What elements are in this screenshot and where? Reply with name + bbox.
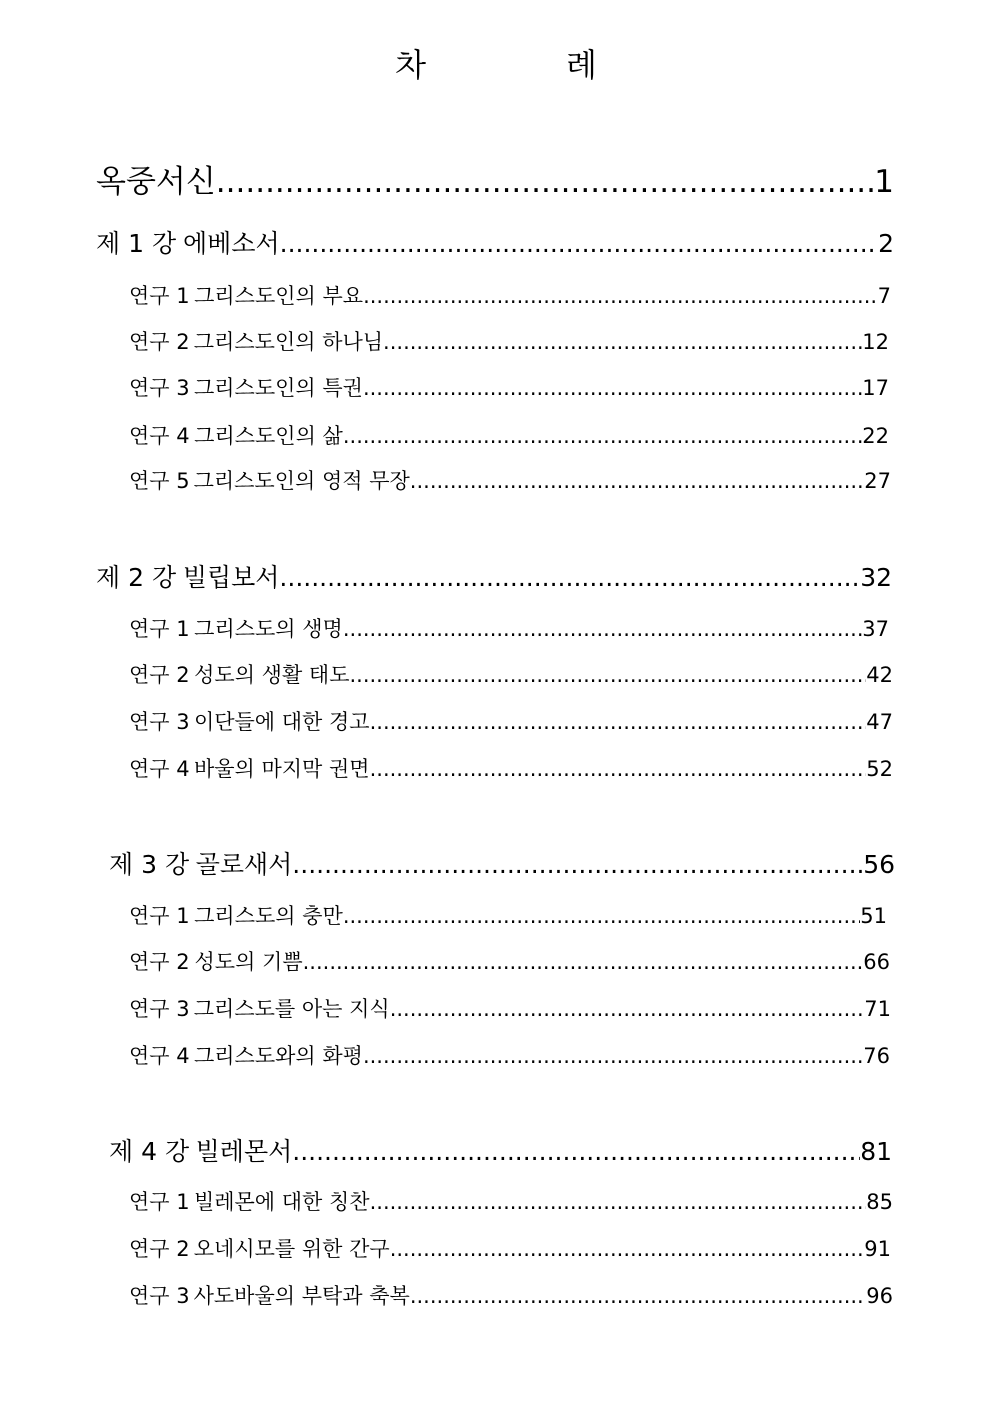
study-title: 그리스도인의 하나님 (193, 330, 384, 354)
toc-study[interactable] (129, 1040, 890, 1070)
lecture-name: 골로새서 (195, 850, 293, 879)
dot-leader (370, 1190, 867, 1214)
study-page: 47 (866, 710, 893, 734)
study-number: 연구 2 (129, 950, 190, 974)
study-page: 42 (866, 663, 893, 687)
toc-lecture[interactable] (96, 558, 892, 594)
study-page: 71 (864, 997, 891, 1021)
dot-leader (410, 469, 864, 493)
study-title: 그리스도와의 화평 (193, 1044, 363, 1068)
lecture-number: 제 2 강 (96, 563, 177, 592)
study-title: 오네시모를 위한 간구 (193, 1237, 390, 1261)
study-title: 그리스도인의 부요 (194, 284, 364, 308)
study-title: 빌레몬에 대한 칭찬 (193, 1190, 370, 1214)
dot-leader (370, 757, 867, 781)
dot-leader (410, 1284, 866, 1308)
study-title: 사도바울의 부탁과 축복 (193, 1284, 410, 1308)
toc-lecture[interactable] (109, 1132, 892, 1168)
dot-leader (370, 710, 867, 734)
study-page: 52 (866, 757, 893, 781)
study-page: 17 (862, 376, 889, 400)
study-number: 연구 3 (129, 1284, 190, 1308)
dot-leader (292, 1137, 860, 1166)
study-number: 연구 2 (129, 663, 190, 687)
dot-leader (390, 1237, 865, 1261)
study-page: 76 (863, 1044, 890, 1068)
toc-study[interactable] (129, 706, 893, 736)
lecture-name: 빌레몬서 (195, 1137, 293, 1166)
lecture-name: 에베소서 (183, 229, 280, 258)
page-title (0, 40, 992, 86)
dot-leader (216, 164, 874, 200)
lecture-number: 제 1 강 (96, 229, 177, 258)
dot-leader (390, 997, 865, 1021)
toc-study[interactable] (129, 420, 889, 450)
study-page: 22 (862, 424, 889, 448)
main-entry-page: 1 (874, 164, 894, 200)
dot-leader (303, 950, 864, 974)
main-entry-label: 옥중서신 (96, 164, 216, 200)
study-number: 연구 1 (129, 904, 190, 928)
toc-study[interactable] (129, 753, 893, 783)
study-title: 이단들에 대한 경고 (193, 710, 370, 734)
study-number: 연구 2 (129, 330, 190, 354)
study-page: 12 (862, 330, 889, 354)
dot-leader (363, 284, 878, 308)
toc-study[interactable] (129, 280, 891, 310)
toc-study[interactable] (129, 1233, 891, 1263)
dot-leader (343, 617, 862, 641)
study-title: 그리스도인의 영적 무장 (193, 469, 410, 493)
lecture-page: 81 (860, 1137, 892, 1166)
study-number: 연구 2 (129, 1237, 190, 1261)
toc-study[interactable] (129, 1186, 893, 1216)
dot-leader (279, 563, 860, 592)
lecture-page: 32 (860, 563, 892, 592)
dot-leader (343, 424, 862, 448)
toc-study[interactable] (129, 1280, 893, 1310)
study-number: 연구 1 (129, 284, 190, 308)
study-page: 27 (864, 469, 891, 493)
study-title: 성도의 생활 태도 (194, 663, 350, 687)
dot-leader (280, 229, 878, 258)
study-number: 연구 5 (129, 469, 190, 493)
toc-lecture[interactable] (96, 224, 894, 260)
lecture-number: 제 4 강 (109, 1137, 190, 1166)
dot-leader (292, 850, 863, 879)
toc-study[interactable] (129, 372, 889, 402)
study-title: 그리스도를 아는 지식 (193, 997, 390, 1021)
study-number: 연구 3 (129, 376, 190, 400)
toc-study[interactable] (129, 659, 893, 689)
study-page: 66 (863, 950, 890, 974)
toc-study[interactable] (129, 465, 891, 495)
toc-study[interactable] (129, 946, 890, 976)
dot-leader (363, 376, 862, 400)
toc-study[interactable] (129, 900, 887, 930)
study-number: 연구 4 (129, 757, 190, 781)
toc-study[interactable] (129, 613, 889, 643)
study-page: 96 (866, 1284, 893, 1308)
study-number: 연구 3 (129, 997, 190, 1021)
dot-leader (363, 1044, 863, 1068)
study-number: 연구 4 (129, 1044, 190, 1068)
dot-leader (383, 330, 862, 354)
dot-leader (343, 904, 860, 928)
dot-leader (349, 663, 866, 687)
study-title: 그리스도의 생명 (194, 617, 343, 641)
study-title: 바울의 마지막 권면 (193, 757, 370, 781)
study-number: 연구 1 (129, 617, 190, 641)
title-char-2: 례 (566, 46, 597, 84)
title-char-1: 차 (395, 46, 426, 84)
study-number: 연구 3 (129, 710, 190, 734)
study-title: 그리스도인의 특권 (193, 376, 363, 400)
study-page: 37 (862, 617, 889, 641)
study-title: 그리스도인의 삶 (194, 424, 343, 448)
study-number: 연구 4 (129, 424, 190, 448)
toc-main-entry[interactable] (96, 156, 894, 201)
toc-lecture[interactable] (109, 845, 895, 881)
toc-study[interactable] (129, 993, 891, 1023)
study-number: 연구 1 (129, 1190, 190, 1214)
study-page: 7 (877, 284, 891, 308)
study-title: 성도의 기쁨 (194, 950, 303, 974)
lecture-name: 빌립보서 (182, 563, 280, 592)
lecture-number: 제 3 강 (109, 850, 190, 879)
study-page: 85 (866, 1190, 893, 1214)
lecture-page: 56 (863, 850, 895, 879)
toc-study[interactable] (129, 326, 889, 356)
study-page: 91 (864, 1237, 891, 1261)
study-title: 그리스도의 충만 (194, 904, 343, 928)
lecture-page: 2 (878, 229, 894, 258)
study-page: 51 (860, 904, 887, 928)
